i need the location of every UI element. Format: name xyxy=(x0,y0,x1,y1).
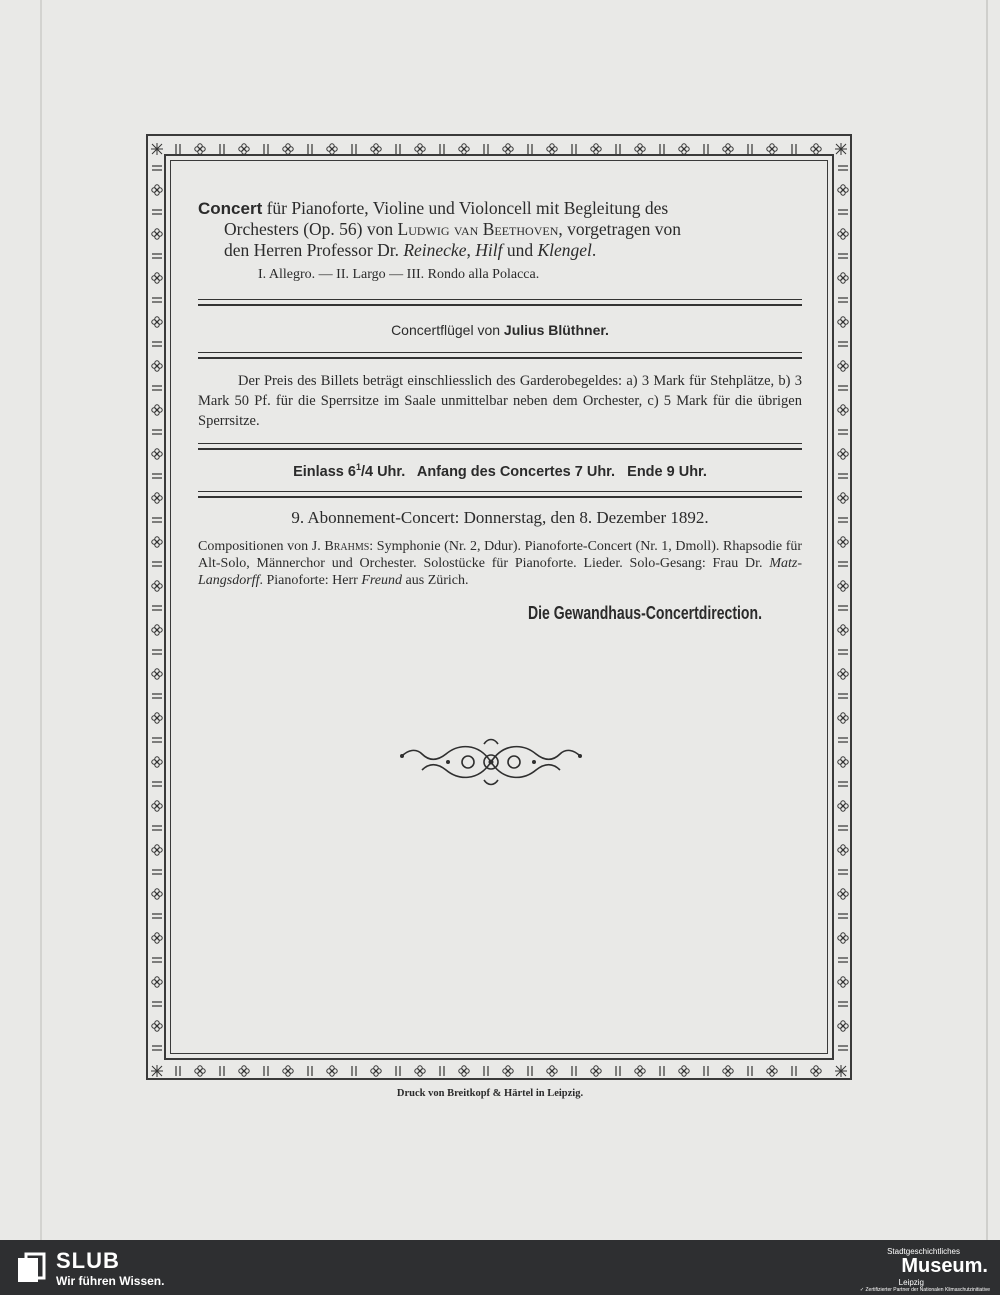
concert-line2-b: , vorgetragen von xyxy=(558,219,682,239)
border-quatrefoil-mark xyxy=(838,537,848,547)
border-quatrefoil-mark xyxy=(838,317,848,327)
border-quatrefoil-mark xyxy=(723,1066,733,1076)
piano-maker-line xyxy=(198,322,802,338)
border-quatrefoil-mark xyxy=(152,449,162,459)
page-edge-right xyxy=(986,0,988,1240)
border-quatrefoil-mark xyxy=(371,1066,381,1076)
page-edge-left xyxy=(40,0,42,1240)
border-quatrefoil-mark xyxy=(152,405,162,415)
border-quatrefoil-mark xyxy=(239,144,249,154)
concert-line2 xyxy=(198,219,681,239)
border-quatrefoil-mark xyxy=(152,317,162,327)
border-quatrefoil-mark xyxy=(327,144,337,154)
border-quatrefoil-mark xyxy=(503,144,513,154)
programme-prefix: Compositionen von J. xyxy=(198,538,321,554)
performer-reinecke: Reinecke xyxy=(403,240,467,260)
museum-label-top: Stadtgeschichtliches xyxy=(887,1247,960,1256)
concert-description xyxy=(198,198,802,261)
museum-city: Leipzig xyxy=(898,1278,924,1287)
border-quatrefoil-mark xyxy=(283,144,293,154)
einlass-a: Einlass 6 xyxy=(293,463,356,480)
slub-tagline: Wir führen Wissen. xyxy=(56,1274,165,1288)
border-quatrefoil-mark xyxy=(152,273,162,283)
programme-mid: . Pianoforte: Herr xyxy=(259,572,358,588)
concert-lead: Concert xyxy=(198,199,263,218)
border-quatrefoil-mark xyxy=(635,1066,645,1076)
conjunction: und xyxy=(506,240,534,260)
concert-line3 xyxy=(198,240,596,260)
slub-name[interactable]: SLUB xyxy=(56,1248,120,1273)
border-quatrefoil-mark xyxy=(838,713,848,723)
border-quatrefoil-mark xyxy=(838,889,848,899)
concert-line3-a: den Herren Professor Dr. xyxy=(224,240,399,260)
museum-certification-note: ✓ Zertifizierter Partner der Nationalen Klimaschutzinitiative xyxy=(859,1287,990,1293)
border-quatrefoil-mark xyxy=(152,229,162,239)
border-quatrefoil-mark xyxy=(838,229,848,239)
concert-direction-signature: Die Gewandhaus-Concertdirection. xyxy=(527,602,762,623)
border-quatrefoil-mark xyxy=(152,889,162,899)
border-quatrefoil-mark xyxy=(152,845,162,855)
programme-tail: aus Zürich. xyxy=(405,572,469,588)
times-line xyxy=(198,462,802,480)
end-time: Ende 9 Uhr. xyxy=(627,463,707,480)
border-quatrefoil-mark xyxy=(838,405,848,415)
border-quatrefoil-mark xyxy=(838,625,848,635)
border-quatrefoil-mark xyxy=(371,144,381,154)
singer-name: Matz-Langsdorff xyxy=(198,555,802,588)
programme-composer: Brahms xyxy=(324,538,370,554)
border-quatrefoil-mark xyxy=(152,801,162,811)
double-rule xyxy=(198,352,802,359)
border-quatrefoil-mark xyxy=(152,713,162,723)
border-quatrefoil-mark xyxy=(767,1066,777,1076)
border-quatrefoil-mark xyxy=(838,1021,848,1031)
performer-hilf: Hilf xyxy=(475,240,503,260)
separator: , xyxy=(466,240,471,260)
period: . xyxy=(591,240,597,260)
border-quatrefoil-mark xyxy=(838,493,848,503)
border-ornament-left xyxy=(148,154,166,1060)
border-corner-mark xyxy=(835,1065,847,1077)
border-quatrefoil-mark xyxy=(838,581,848,591)
border-quatrefoil-mark xyxy=(152,361,162,371)
border-quatrefoil-mark xyxy=(503,1066,513,1076)
border-quatrefoil-mark xyxy=(838,449,848,459)
einlass-b: /4 Uhr. xyxy=(360,463,406,480)
border-quatrefoil-mark xyxy=(152,493,162,503)
border-quatrefoil-mark xyxy=(838,185,848,195)
next-concert-programme xyxy=(198,538,802,589)
start-time: Anfang des Concertes 7 Uhr. xyxy=(416,463,616,480)
border-quatrefoil-mark xyxy=(547,144,557,154)
einlass-sup: 1 xyxy=(355,462,361,472)
border-quatrefoil-mark xyxy=(415,1066,425,1076)
performer-klengel: Klengel xyxy=(537,240,592,260)
border-quatrefoil-mark xyxy=(152,977,162,987)
border-ornament-right xyxy=(834,154,852,1060)
border-quatrefoil-mark xyxy=(327,1066,337,1076)
border-quatrefoil-mark xyxy=(283,1066,293,1076)
border-quatrefoil-mark xyxy=(838,669,848,679)
border-quatrefoil-mark xyxy=(811,1066,821,1076)
border-quatrefoil-mark xyxy=(591,144,601,154)
programme-body: : Symphonie (Nr. 2, Ddur). Pianoforte-Concert (Nr. 1, Dmoll). Rhapsodie für Alt-Solo, Männerchor und Orchester. Solostücke für Pianoforte. Lieder. Solo-Gesang: Frau Dr. xyxy=(198,538,803,571)
border-quatrefoil-mark xyxy=(679,144,689,154)
border-quatrefoil-mark xyxy=(838,977,848,987)
border-quatrefoil-mark xyxy=(459,144,469,154)
border-quatrefoil-mark xyxy=(152,185,162,195)
double-rule xyxy=(198,443,802,450)
border-quatrefoil-mark xyxy=(195,144,205,154)
border-quatrefoil-mark xyxy=(811,144,821,154)
piano-maker: Julius Blüthner. xyxy=(503,322,609,338)
border-quatrefoil-mark xyxy=(152,669,162,679)
museum-name[interactable]: Museum. xyxy=(901,1255,988,1277)
border-quatrefoil-mark xyxy=(152,581,162,591)
double-rule xyxy=(198,299,802,306)
border-quatrefoil-mark xyxy=(415,144,425,154)
border-quatrefoil-mark xyxy=(239,1066,249,1076)
movements-list: I. Allegro. — II. Largo — III. Rondo alla Polacca. xyxy=(258,267,540,282)
border-quatrefoil-mark xyxy=(195,1066,205,1076)
border-quatrefoil-mark xyxy=(547,1066,557,1076)
border-quatrefoil-mark xyxy=(723,144,733,154)
border-ornament-bottom xyxy=(148,1062,850,1080)
slub-logo-icon[interactable] xyxy=(14,1252,48,1286)
pianist-name: Freund xyxy=(361,572,403,588)
concert-line1: für Pianoforte, Violine und Violoncell mit Begleitung des xyxy=(266,198,669,218)
border-quatrefoil-mark xyxy=(152,537,162,547)
border-quatrefoil-mark xyxy=(459,1066,469,1076)
border-quatrefoil-mark xyxy=(767,144,777,154)
border-ornament-top xyxy=(148,140,850,158)
ticket-price-text: Der Preis des Billets beträgt einschliesslich des Garderobegeldes: a) 3 Mark für Stehplätze, b) 3 Mark 50 Pf. für die Sperrsitze im Saale unmittelbar neben dem Orchester, c) 5 Mark für die übrigen Sperrsitze. xyxy=(198,373,802,429)
piano-prefix: Concertflügel von xyxy=(391,322,501,338)
next-concert-title: 9. Abonnement-Concert: Donnerstag, den 8. Dezember 1892. xyxy=(291,507,709,527)
border-corner-mark xyxy=(151,1065,163,1077)
border-quatrefoil-mark xyxy=(679,1066,689,1076)
border-quatrefoil-mark xyxy=(152,1021,162,1031)
concert-line2-a: Orchesters (Op. 56) von xyxy=(224,219,394,239)
double-rule xyxy=(198,491,802,498)
programme-content xyxy=(198,190,802,624)
printer-imprint: Druck von Breitkopf & Härtel in Leipzig. xyxy=(396,1088,584,1099)
viewer-footer xyxy=(0,1240,1000,1295)
border-quatrefoil-mark xyxy=(838,845,848,855)
border-quatrefoil-mark xyxy=(838,801,848,811)
border-quatrefoil-mark xyxy=(838,361,848,371)
border-quatrefoil-mark xyxy=(838,933,848,943)
border-quatrefoil-mark xyxy=(591,1066,601,1076)
border-quatrefoil-mark xyxy=(838,757,848,767)
composer-name: Ludwig van Beethoven xyxy=(397,219,559,239)
border-quatrefoil-mark xyxy=(838,273,848,283)
border-quatrefoil-mark xyxy=(635,144,645,154)
vignette-ornament xyxy=(398,736,584,788)
border-quatrefoil-mark xyxy=(152,757,162,767)
border-quatrefoil-mark xyxy=(152,933,162,943)
border-quatrefoil-mark xyxy=(152,625,162,635)
